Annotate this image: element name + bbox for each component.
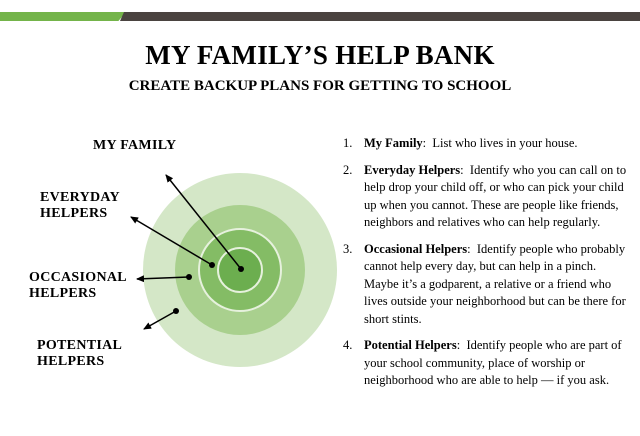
accent-bar-dark (120, 12, 640, 21)
page-title: MY FAMILY’S HELP BANK (145, 40, 495, 70)
label-my-family: MY FAMILY (93, 138, 177, 153)
label-potential-line1: POTENTIAL (37, 338, 123, 353)
label-occasional-line1: OCCASIONAL (29, 270, 127, 285)
page-subtitle: CREATE BACKUP PLANS FOR GETTING TO SCHOOL (128, 78, 512, 94)
item-number: 4. (343, 338, 353, 352)
list-item: 2. Everyday Helpers: Identify who you can call on to help drop your child off, or who can pick your child up when you cannot. These are people like friends, neighbors and relatives who can help regularly. (343, 162, 627, 229)
label-everyday-helpers (40, 190, 120, 222)
label-everyday-line1: EVERYDAY (40, 190, 120, 205)
label-occasional-helpers (29, 270, 127, 302)
label-potential-line2: HELPERS (37, 354, 105, 369)
top-accent-bar (0, 12, 640, 21)
label-everyday-line2: HELPERS (40, 206, 108, 221)
item-title: Everyday Helpers (364, 162, 461, 177)
list-item: 4. Potential Helpers: Identify people who are part of your school community, place of worship or neighborhood who are able to help — if you ask. (343, 338, 622, 387)
item-number: 2. (343, 162, 353, 177)
list-item: 1. My Family: List who lives in your house. (343, 135, 628, 153)
item-title: My Family (364, 136, 423, 150)
item-number: 3. (343, 241, 353, 256)
item-text: List who lives in your house. (432, 136, 578, 150)
label-potential-helpers (37, 338, 122, 370)
item-title: Occasional Helpers (364, 241, 468, 256)
item-text: Identify who you can call on to help drop your child off, or who can pick your child up when you cannot. These are people like friends, neighbors and relatives who can help regularly. (364, 162, 627, 229)
item-text: Identify people who are part of your school community, place of worship or neighborhood who are able to help — if you ask. (364, 338, 622, 387)
label-occasional-line2: HELPERS (29, 286, 97, 301)
list-item: 3. Occasional Helpers: Identify people who probably cannot help every day, but can help in a pinch. Maybe it’s a godparent, a relative or a friend who lives outside your neighborhood but can be there for short stints. (343, 241, 626, 326)
helpers-list (343, 135, 628, 399)
item-title: Potential Helpers (364, 338, 457, 352)
item-text: Identify people who probably cannot help every day, but can help in a pinch. Maybe it’s a godparent, a relative or a friend who lives outside your neighborhood but can be there for short stints. (364, 241, 626, 326)
accent-bar-green (0, 12, 126, 21)
item-number: 1. (343, 136, 353, 150)
help-bank-diagram (0, 120, 340, 436)
